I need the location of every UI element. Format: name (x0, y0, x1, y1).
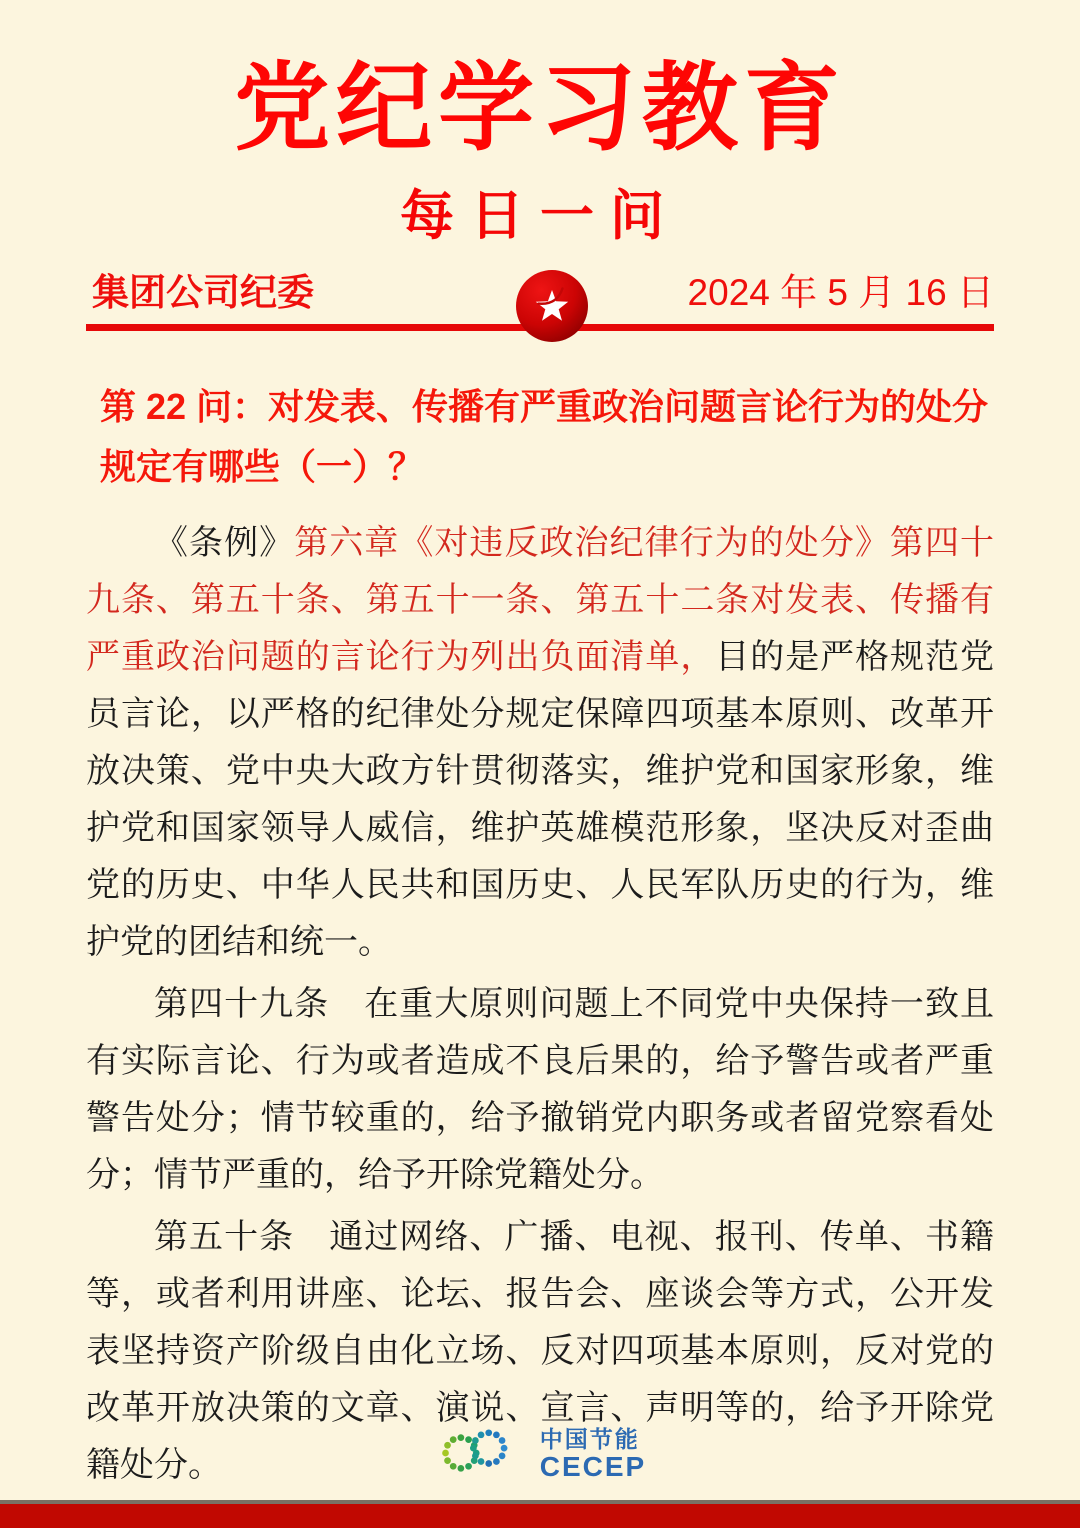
cecep-logo-text (540, 1427, 646, 1482)
paragraph-article-50: 第五十条 通过网络、广播、电视、报刊、传单、书籍等，或者利用讲座、论坛、报告会、座谈会等方式，公开发表坚持资产阶级自由化立场、反对四项基本原则，反对党的改革开放决策的文章、演说、宣言、声明等的，给予开除党籍处分。 (86, 1219, 994, 1485)
paragraph-intro (86, 515, 994, 971)
bottom-red-bar (0, 1500, 1080, 1528)
page-title: 党纪学习教育 (234, 55, 846, 162)
paragraph-article-49: 第四十九条 在重大原则问题上不同党中央保持一致且有实际言论、行为或者造成不良后果的，给予警告或者严重警告处分；情节较重的，给予撤销党内职务或者留党察看处分；情节严重的，给予开除党籍处分。 (86, 986, 994, 1195)
star-badge-icon (515, 269, 589, 343)
logo-text-cn: 中国节能 (539, 1426, 640, 1453)
intro-black-tail: 目的是严格规范党员言论，以严格的纪律处分规定保障四项基本原则、改革开放决策、党中央大政方针贯彻落实，维护党和国家形象，维护党和国家领导人威信，维护英雄模范形象，坚决反对歪曲党的历史、中华人民共和国历史、人民军队历史的行为，维护党的团结和统一。 (86, 639, 995, 962)
intro-red-segment: 第六章《对违反政治纪律行为的处分》第四十九条、第五十条、第五十一条、第五十二条对发表、传播有严重政治问题的言论行为列出负面清单， (86, 525, 995, 677)
question-heading: 第 22 问：对发表、传播有严重政治问题言论行为的处分规定有哪些（一）？ (100, 386, 989, 488)
date-label: 2024 年 5 月 16 日 (687, 272, 994, 314)
footer-logo (0, 1421, 1080, 1488)
cecep-logo-icon (434, 1421, 530, 1488)
intro-black-lead: 《条例》 (154, 525, 295, 563)
article-body (86, 515, 994, 1528)
org-label: 集团公司纪委 (92, 272, 314, 314)
logo-text-en: CECEP (539, 1451, 647, 1483)
page-subtitle: 每日一问 (400, 186, 680, 247)
